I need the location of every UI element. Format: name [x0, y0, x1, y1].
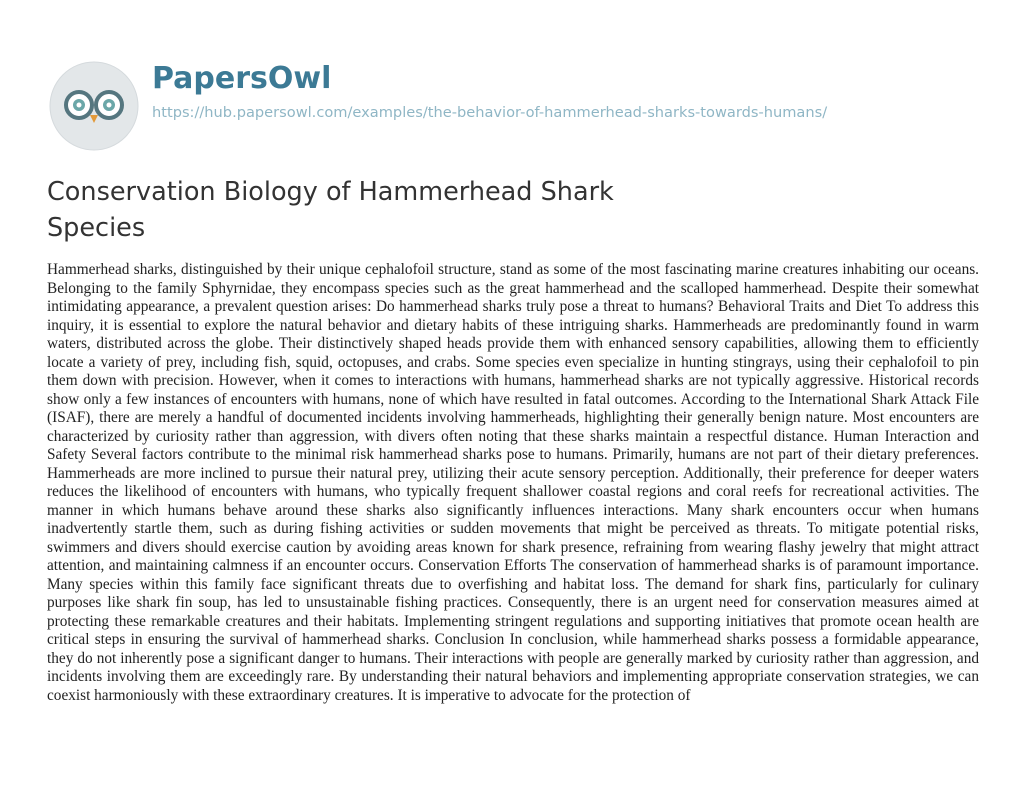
document-body: Hammerhead sharks, distinguished by their unique cephalofoil structure, stand as some of the most fascinating marine creatures inhabiting our oceans. Belonging to the family Sphyrnidae, they encompass species such as the great hammerhead and the scalloped hammerhead. Despite their somewhat intimidating appearance, a prevalent question arises: Do hammerhead sharks truly pose a threat to humans? Behavioral Traits and Diet To address this inquiry, it is essential to explore the natural behavior and dietary habits of these intriguing sharks. Hammerheads are predominantly found in warm waters, distributed across the globe. Their distinctively shaped heads provide them with enhanced sensory capabilities, allowing them to efficiently locate a variety of prey, including fish, squid, octopuses, and crabs. Some species even specialize in hunting stingrays, using their cephalofoil to pin them down with precision. However, when it comes to interactions with humans, hammerhead sharks are not typically aggressive. Historical records show only a few instances of encounters with humans, none of which have resulted in fatal outcomes. According to the International Shark Attack File (ISAF), there are merely a handful of documented incidents involving hammerheads, highlighting their generally benign nature. Most encounters are characterized by curiosity rather than aggression, with divers often noting that these sharks maintain a respectful distance. Human Interaction and Safety Several factors contribute to the minimal risk hammerhead sharks pose to humans. Primarily, humans are not part of their dietary preferences. Hammerheads are more inclined to pursue their natural prey, utilizing their acute sensory perception. Additionally, their preference for deeper waters reduces the likelihood of encounters with humans, who typically frequent shallower coastal regions and coral reefs for recreational activities. The manner in which humans behave around these sharks also significantly influences interactions. Many shark encounters occur when humans inadvertently startle them, such as during fishing activities or sudden movements that might be perceived as threats. To mitigate potential risks, swimmers and divers should exercise caution by avoiding areas known for shark presence, refraining from wearing flashy jewelry that might attract attention, and maintaining calmness if an encounter occurs. Conservation Efforts The conservation of hammerhead sharks is of paramount importance. Many species within this family face significant threats due to overfishing and habitat loss. The demand for shark fins, particularly for culinary purposes like shark fin soup, has led to unsustainable fishing practices. Consequently, there is an urgent need for conservation measures aimed at protecting these remarkable creatures and their habitats. Implementing stringent regulations and supporting initiatives that promote ocean health are critical steps in ensuring the survival of hammerhead sharks. Conclusion In conclusion, while hammerhead sharks possess a formidable appearance, they do not inherently pose a significant danger to humans. Their interactions with people are generally marked by curiosity rather than aggression, and incidents involving them are exceedingly rare. By understanding their natural behaviors and implementing appropriate conservation strategies, we can coexist harmoniously with these extraordinary creatures. It is imperative to advocate for the protection of — [47, 261, 979, 704]
brand-name: PapersOwl — [152, 61, 332, 96]
site-header — [48, 36, 988, 136]
source-url-link[interactable]: https://hub.papersowl.com/examples/the-behavior-of-hammerhead-sharks-towards-humans/ — [152, 104, 828, 121]
document-title: Conservation Biology of Hammerhead Shark Species — [47, 177, 614, 243]
owl-eyes-icon — [48, 60, 140, 152]
